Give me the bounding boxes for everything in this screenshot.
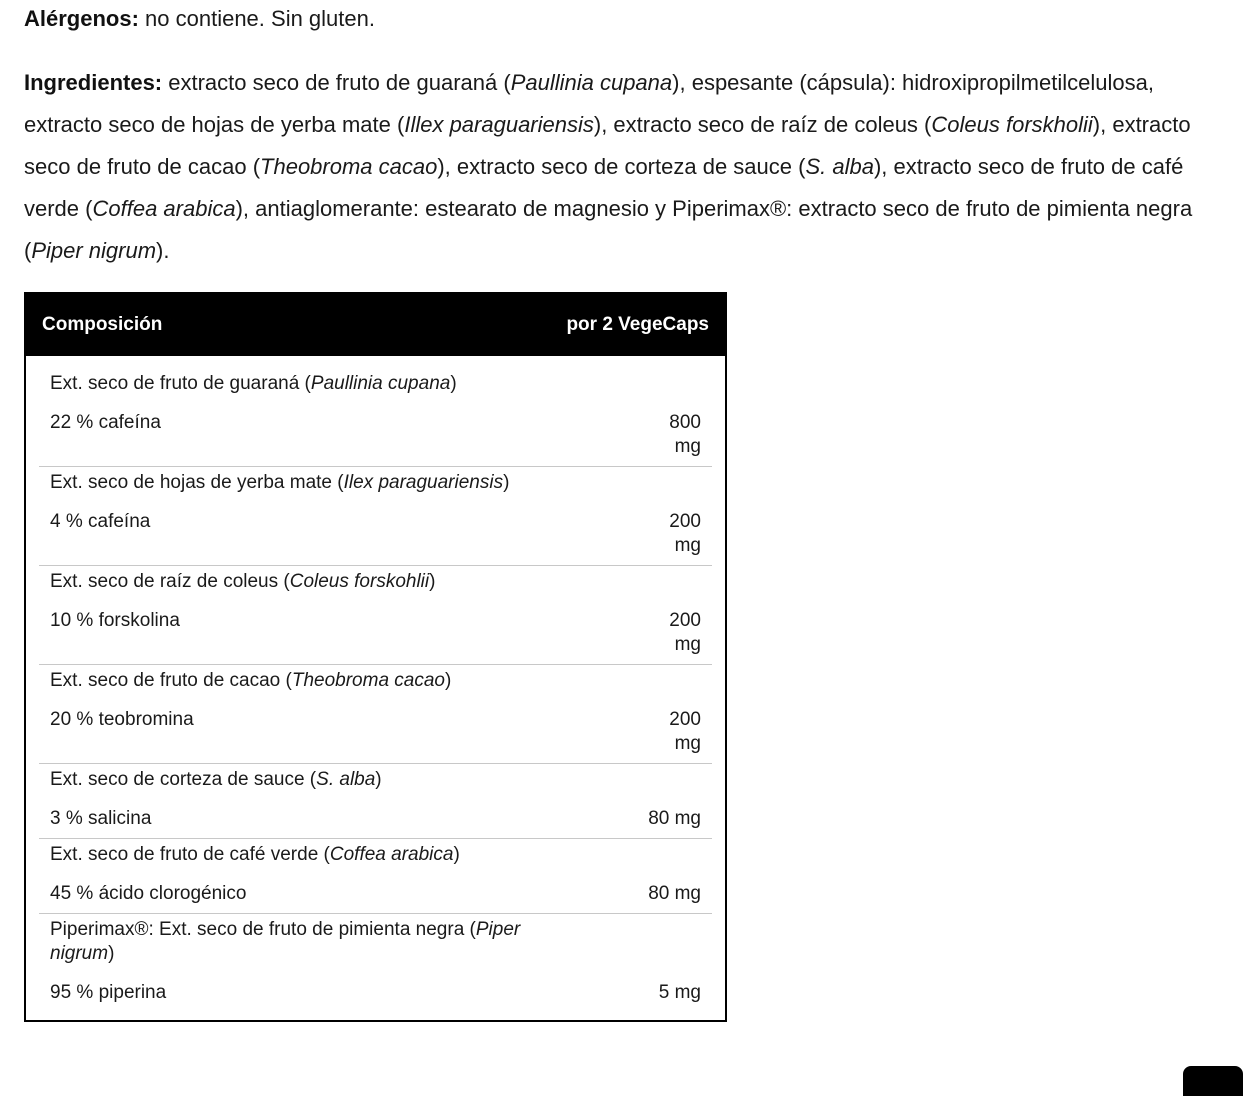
row-detail (50, 411, 701, 466)
ingredient-species-name: Piper nigrum (31, 238, 157, 263)
ingredient-name-text: ) (503, 472, 510, 493)
allergens-label: Alérgenos: (24, 6, 139, 31)
active-compound: 45 % ácido clorogénico (50, 883, 247, 904)
ingredient-species-name: Theobroma cacao (260, 154, 438, 179)
ingredients-text (24, 70, 1192, 263)
composition-header-label: Composición (42, 314, 163, 335)
amount-value: 800 mg (669, 412, 701, 457)
ingredient-name-text: Ext. seco de corteza de sauce ( (50, 769, 317, 790)
ingredient-species-name: Coffea arabica (329, 844, 454, 865)
row-ingredient-name (50, 914, 701, 966)
ingredient-text-segment: ), espesante (cápsula): hidroxipropilmetilcelulosa, extracto seco de hojas de yerba mate ( (24, 70, 1154, 137)
ingredient-species-name: S. alba (316, 769, 376, 790)
ingredient-name-text: ) (453, 844, 460, 865)
active-compound: 4 % cafeína (50, 511, 151, 532)
ingredient-name-text: Piperimax®: Ext. seco de fruto de pimienta negra ( (50, 919, 476, 940)
amount-value: 80 mg (648, 808, 701, 829)
ingredients-label: Ingredientes: (24, 70, 163, 95)
serving-header-label: por 2 VegeCaps (566, 314, 709, 335)
amount-value: 200 mg (669, 610, 701, 655)
ingredient-name-text: ) (450, 373, 457, 394)
row-detail (50, 981, 701, 1012)
table-row (39, 665, 712, 764)
ingredient-species-name: Theobroma cacao (291, 670, 446, 691)
ingredient-species-name: Illex paraguariensis (404, 112, 594, 137)
allergens-text: no contiene. Sin gluten. (138, 6, 375, 31)
ingredient-species-name: Piper nigrum (50, 919, 521, 964)
composition-table-header (26, 294, 725, 356)
ingredient-text-segment: extracto seco de fruto de guaraná ( (162, 70, 511, 95)
ingredient-species-name: Paullinia cupana (510, 70, 673, 95)
table-row (39, 914, 712, 1012)
row-detail (50, 510, 701, 565)
row-ingredient-name (50, 764, 701, 792)
row-ingredient-name (50, 368, 701, 396)
table-row (39, 467, 712, 566)
row-ingredient-name (50, 665, 701, 693)
row-ingredient-name (50, 467, 701, 495)
ingredient-text-segment: ), extracto seco de fruto de café verde ( (24, 154, 1184, 221)
row-ingredient-name (50, 839, 701, 867)
ingredient-name-text: Ext. seco de fruto de cacao ( (50, 670, 292, 691)
ingredient-species-name: Coleus forskohlii (289, 571, 430, 592)
ingredient-name-text: ) (108, 943, 115, 964)
table-row (39, 368, 712, 467)
composition-table-body (26, 356, 725, 1020)
product-info (24, 0, 1220, 272)
ingredient-text-segment: ), extracto seco de corteza de sauce ( (437, 154, 806, 179)
composition-table (24, 292, 727, 1022)
ingredient-name-text: Ext. seco de fruto de café verde ( (50, 844, 330, 865)
ingredient-species-name: Paullinia cupana (310, 373, 451, 394)
amount-value: 80 mg (648, 883, 701, 904)
amount-value: 5 mg (658, 982, 701, 1003)
ingredient-species-name: Ilex paraguariensis (343, 472, 504, 493)
table-row (39, 566, 712, 665)
table-row (39, 764, 712, 839)
active-compound: 22 % cafeína (50, 412, 161, 433)
ingredient-text-segment: ), extracto seco de raíz de coleus ( (593, 112, 932, 137)
ingredient-species-name: Coffea arabica (92, 196, 236, 221)
table-row (39, 839, 712, 914)
ingredients-paragraph (24, 62, 1220, 272)
amount-value: 200 mg (669, 511, 701, 556)
ingredient-name-text: Ext. seco de hojas de yerba mate ( (50, 472, 344, 493)
row-detail (50, 708, 701, 763)
ingredient-name-text: ) (429, 571, 436, 592)
scroll-top-button[interactable] (1183, 1066, 1243, 1096)
ingredient-species-name: S. alba (805, 154, 874, 179)
row-detail (50, 807, 701, 838)
ingredient-name-text: ) (445, 670, 452, 691)
ingredient-text-segment: ), antiaglomerante: estearato de magnesio y Piperimax®: extracto seco de fruto de pimienta negra ( (24, 196, 1193, 263)
active-compound: 3 % salicina (50, 808, 152, 829)
row-detail (50, 882, 701, 913)
row-detail (50, 609, 701, 664)
active-compound: 20 % teobromina (50, 709, 194, 730)
active-compound: 95 % piperina (50, 982, 167, 1003)
row-ingredient-name (50, 566, 701, 594)
allergens-paragraph (24, 0, 1220, 38)
active-compound: 10 % forskolina (50, 610, 180, 631)
ingredient-name-text: ) (375, 769, 382, 790)
ingredient-text-segment: ). (156, 238, 170, 263)
ingredient-name-text: Ext. seco de fruto de guaraná ( (50, 373, 311, 394)
ingredient-species-name: Coleus forskholii (931, 112, 1093, 137)
ingredient-text-segment: ), extracto seco de fruto de cacao ( (24, 112, 1191, 179)
amount-value: 200 mg (669, 709, 701, 754)
ingredient-name-text: Ext. seco de raíz de coleus ( (50, 571, 290, 592)
